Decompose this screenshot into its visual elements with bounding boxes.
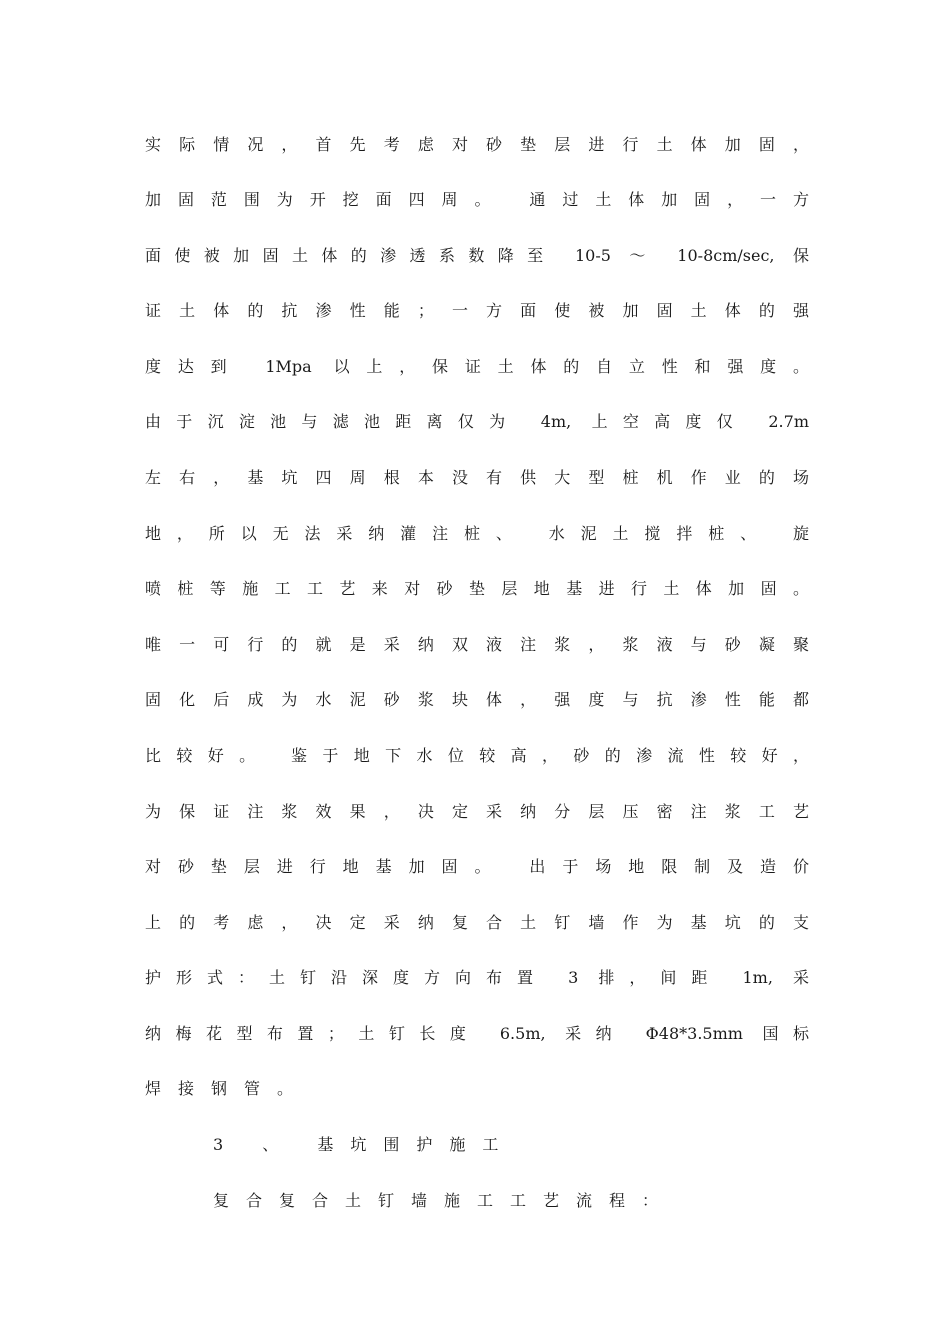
section-heading: 3 、 基坑围护施工 (213, 1135, 516, 1154)
body-text-line: 护形式：土钉沿深度方向布置 3 排，间距 1m, 采 (145, 968, 809, 987)
body-text-line: 实际情况，首先考虑对砂垫层进行土体加固， (145, 135, 809, 154)
body-text-line: 喷桩等施工工艺来对砂垫层地基进行土体加固。 (145, 579, 809, 598)
body-text-line: 焊接钢管。 (145, 1079, 311, 1098)
body-text-line: 加固范围为开挖面四周。 通过土体加固，一方 (145, 190, 809, 209)
body-text-line: 唯一可行的就是采纳双液注浆，浆液与砂凝聚 (145, 635, 809, 654)
body-text-line: 由于沉淀池与滤池距离仅为 4m, 上空高度仅 2.7m (145, 412, 809, 431)
body-text-line: 固化后成为水泥砂浆块体，强度与抗渗性能都 (145, 690, 809, 709)
body-text-line: 度达到 1Mpa 以上，保证土体的自立性和强度。 (145, 357, 809, 376)
body-text-line: 纳梅花型布置；土钉长度 6.5m, 采纳 Φ48*3.5mm 国标 (145, 1024, 809, 1043)
body-text-line: 地，所以无法采纳灌注桩、 水泥土搅拌桩、 旋 (145, 524, 809, 543)
body-text-line: 为保证注浆效果，决定采纳分层压密注浆工艺 (145, 802, 809, 821)
body-text-line: 证土体的抗渗性能；一方面使被加固土体的强 (145, 301, 809, 320)
body-text-line: 上的考虑，决定采纳复合土钉墙作为基坑的支 (145, 913, 809, 932)
body-text-line: 对砂垫层进行地基加固。 出于场地限制及造价 (145, 857, 809, 876)
body-text-line: 面使被加固土体的渗透系数降至 10-5 ～ 10-8cm/sec, 保 (145, 246, 809, 265)
body-text-line: 左右，基坑四周根本没有供大型桩机作业的场 (145, 468, 809, 487)
subheading: 复合复合土钉墙施工工艺流程： (213, 1191, 676, 1210)
body-text-line: 比较好。 鉴于地下水位较高，砂的渗流性较好， (145, 746, 809, 765)
